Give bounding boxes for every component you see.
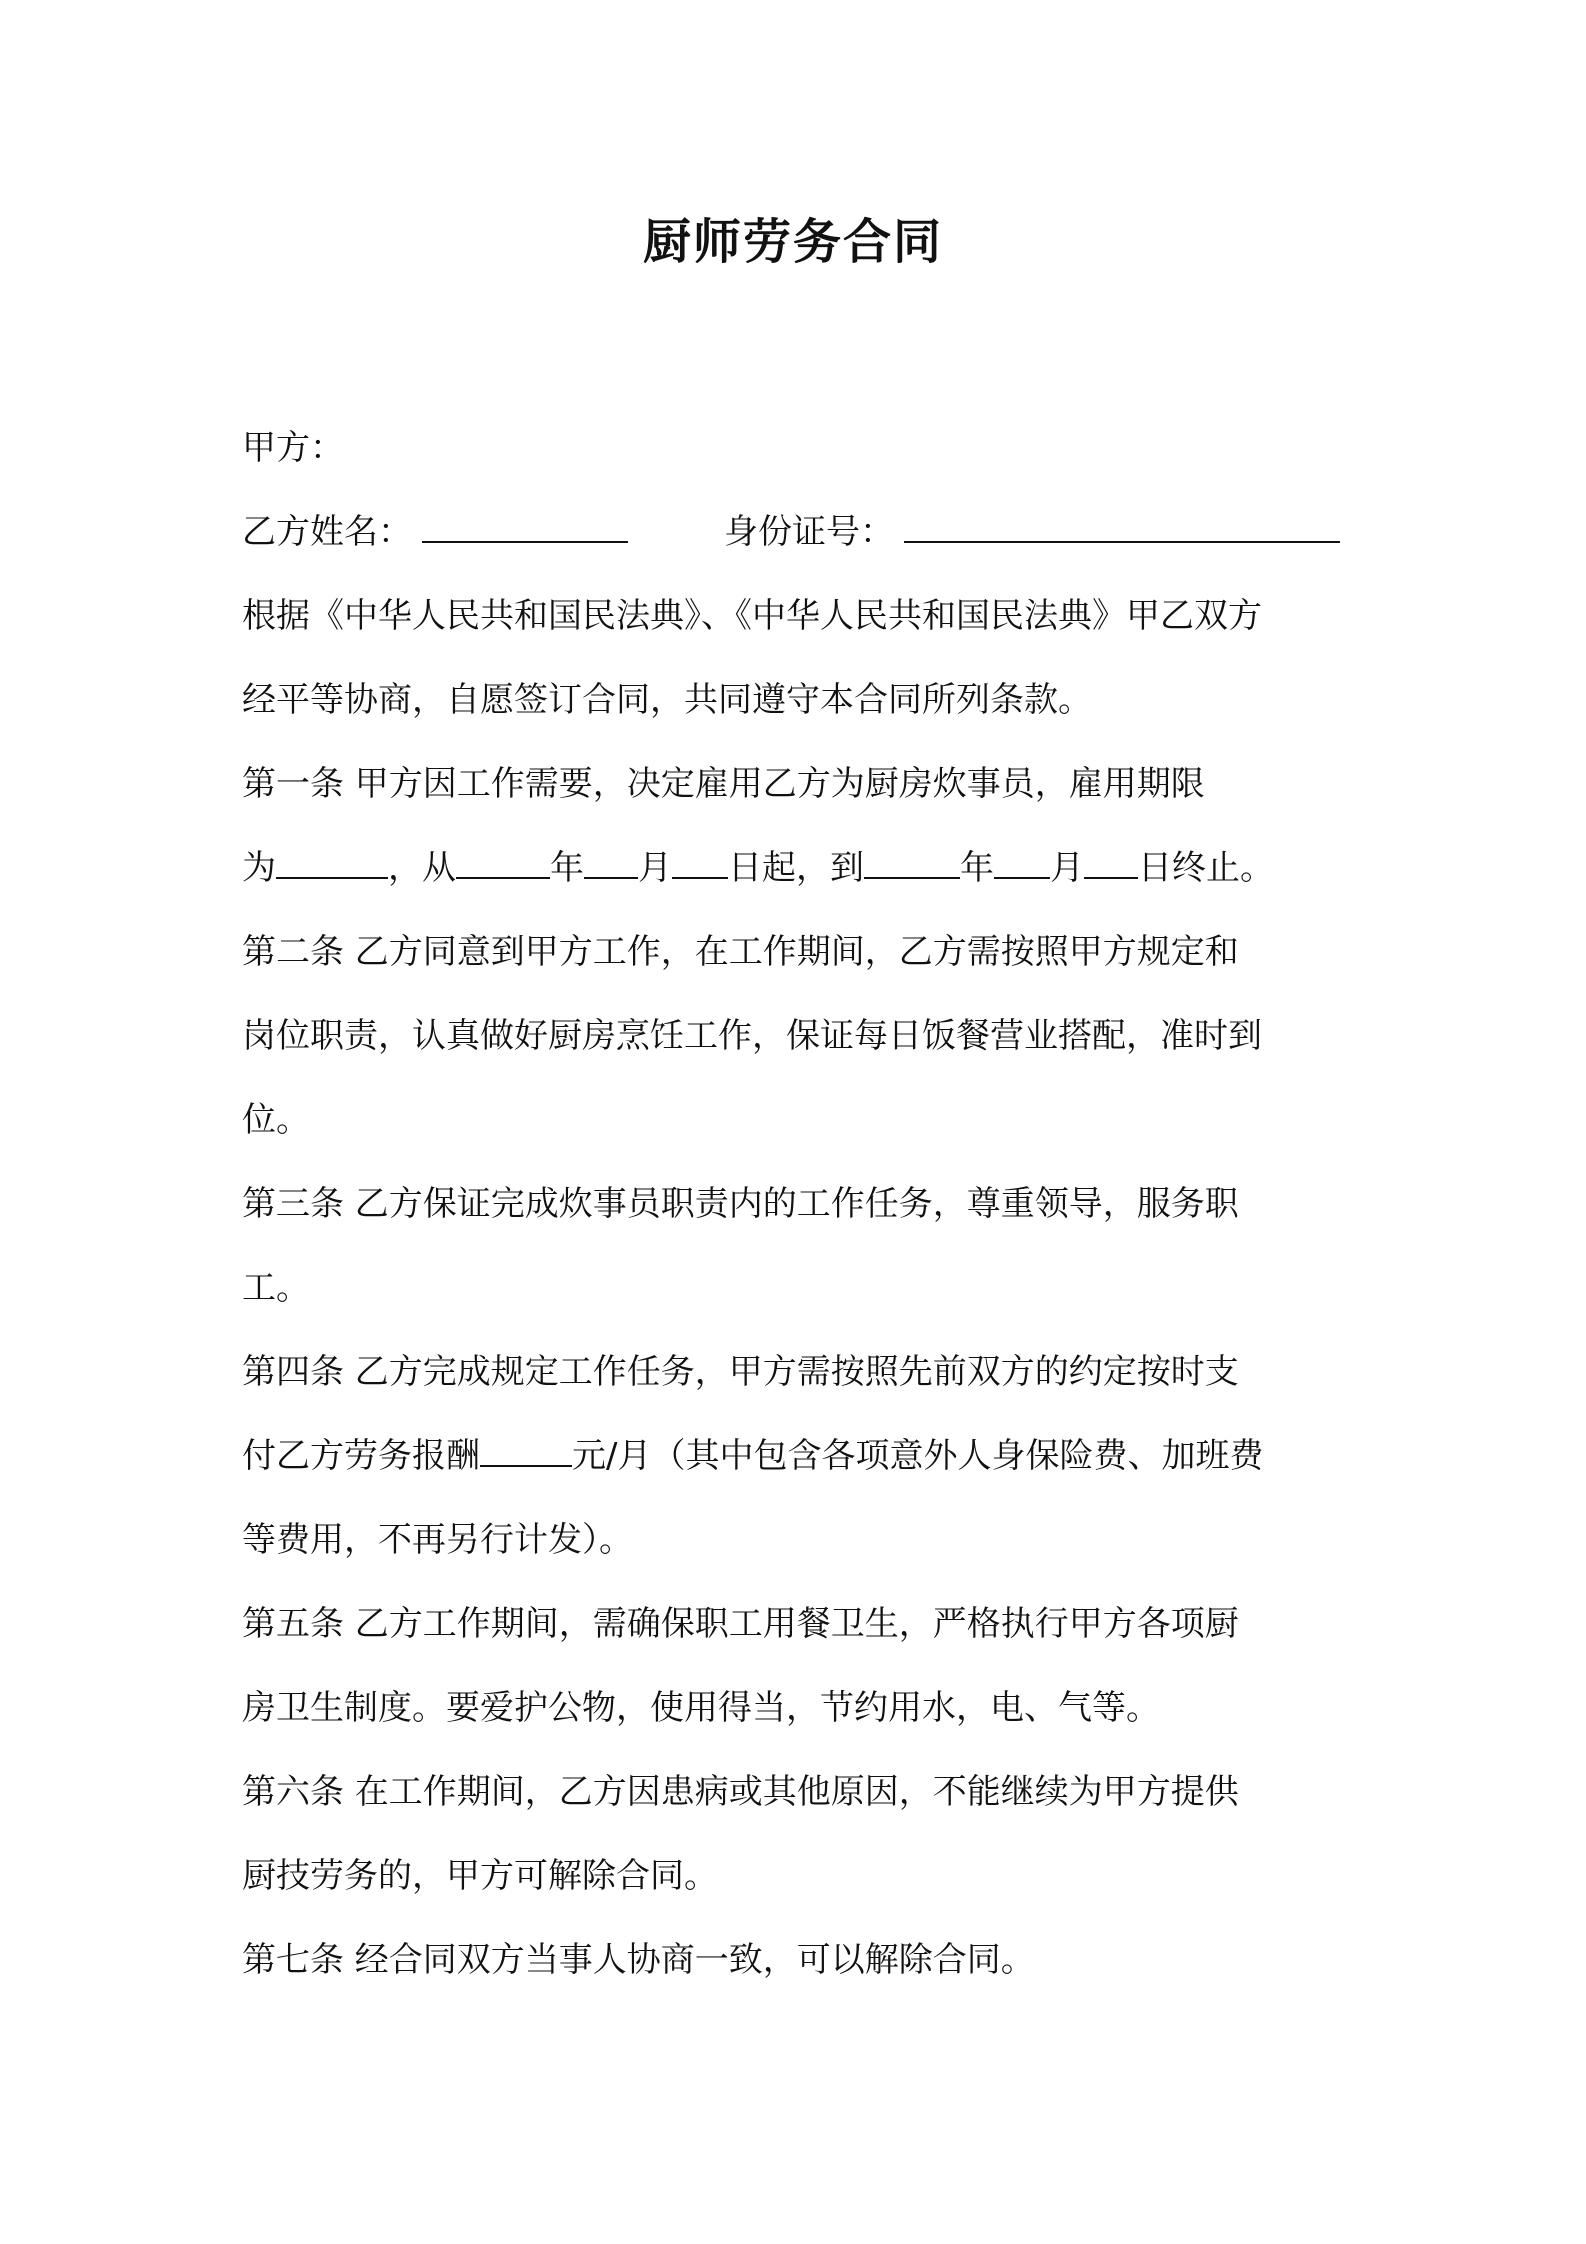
text-segment: ，从 xyxy=(388,848,456,888)
article-6-line-2: 厨技劳务的，甲方可解除合同。 xyxy=(242,1856,718,1896)
article-3-line-2: 工。 xyxy=(242,1268,310,1308)
article-5-line-1: 第五条 乙方工作期间，需确保职工用餐卫生，严格执行甲方各项厨 xyxy=(242,1604,1239,1644)
salary-field[interactable] xyxy=(480,1425,572,1467)
text-segment: 年 xyxy=(550,848,584,888)
intro-line-1: 根据《中华人民共和国民法典》、《中华人民共和国民法典》甲乙双方 xyxy=(242,596,1262,636)
text-segment: 为 xyxy=(242,848,276,888)
article-3-line-1: 第三条 乙方保证完成炊事员职责内的工作任务，尊重领导，服务职 xyxy=(242,1184,1239,1224)
party-a-line xyxy=(242,406,1362,490)
text-segment: 月 xyxy=(1050,848,1084,888)
text-segment: 元/月（其中包含各项意外人身保险费、加班费 xyxy=(572,1436,1264,1476)
start-day-field[interactable] xyxy=(672,837,728,879)
article-2-line-3: 位。 xyxy=(242,1100,310,1140)
article-4-line-3: 等费用，不再另行计发）。 xyxy=(242,1520,633,1560)
intro-line-2: 经平等协商，自愿签订合同，共同遵守本合同所列条款。 xyxy=(242,680,1092,720)
party-b-line xyxy=(242,490,1362,574)
id-number-label: 身份证号： xyxy=(724,512,894,552)
text-segment: 付乙方劳务报酬 xyxy=(242,1436,480,1476)
text-segment: 日终止。 xyxy=(1138,848,1274,888)
party-b-name-field[interactable] xyxy=(422,501,628,543)
id-number-field[interactable] xyxy=(904,501,1340,543)
article-2-line-1: 第二条 乙方同意到甲方工作，在工作期间，乙方需按照甲方规定和 xyxy=(242,932,1239,972)
start-month-field[interactable] xyxy=(584,837,638,879)
end-month-field[interactable] xyxy=(994,837,1050,879)
article-1-line-2 xyxy=(242,826,1362,910)
text-segment: 日起，到 xyxy=(728,848,864,888)
end-year-field[interactable] xyxy=(864,837,960,879)
party-b-name-label: 乙方姓名： xyxy=(242,512,412,552)
party-a-label: 甲方： xyxy=(242,428,344,468)
article-2-line-2: 岗位职责，认真做好厨房烹饪工作，保证每日饭餐营业搭配，准时到 xyxy=(242,1016,1262,1056)
article-6-line-1: 第六条 在工作期间，乙方因患病或其他原因，不能继续为甲方提供 xyxy=(242,1772,1239,1812)
term-field[interactable] xyxy=(276,837,388,879)
text-segment: 月 xyxy=(638,848,672,888)
end-day-field[interactable] xyxy=(1084,837,1138,879)
document-title: 厨师劳务合同 xyxy=(642,214,943,270)
start-year-field[interactable] xyxy=(456,837,550,879)
article-4-line-1: 第四条 乙方完成规定工作任务，甲方需按照先前双方的约定按时支 xyxy=(242,1352,1239,1392)
text-segment: 年 xyxy=(960,848,994,888)
article-5-line-2: 房卫生制度。要爱护公物，使用得当，节约用水，电、气等。 xyxy=(242,1688,1160,1728)
contract-body xyxy=(242,406,1362,2002)
article-4-line-2 xyxy=(242,1414,1362,1498)
article-1-line-1: 第一条 甲方因工作需要，决定雇用乙方为厨房炊事员，雇用期限 xyxy=(242,764,1205,804)
article-7-line-1: 第七条 经合同双方当事人协商一致，可以解除合同。 xyxy=(242,1940,1035,1980)
